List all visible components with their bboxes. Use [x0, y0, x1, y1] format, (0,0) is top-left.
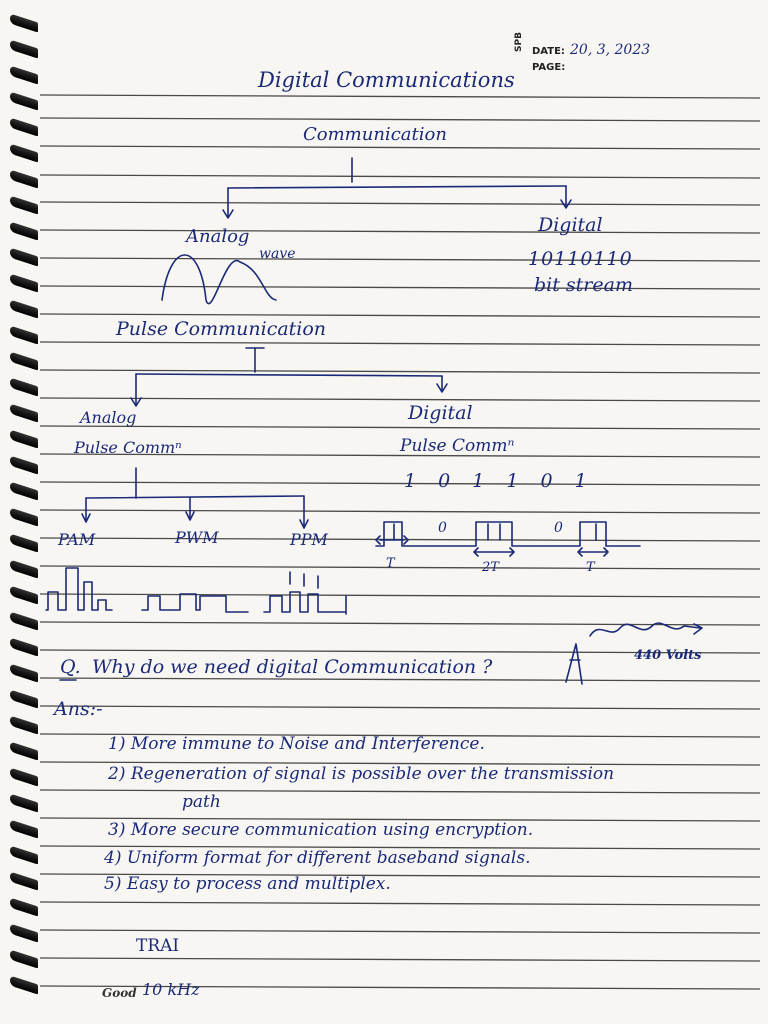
pam-label: PAM [58, 530, 96, 549]
pam-waveform [46, 568, 112, 610]
analog-wave-label: wave [259, 246, 296, 262]
ppm-label: PPM [290, 530, 328, 549]
date-value: 20, 3, 2023 [570, 42, 651, 58]
voltage-note: 440 Volts [634, 648, 702, 663]
page-title: Digital Communications [258, 68, 515, 92]
brand-logo: SPB [514, 32, 524, 52]
answer-point-1: 1) More immune to Noise and Interference. [108, 734, 485, 754]
answer-point-3: 3) More secure communication using encryption. [108, 820, 534, 840]
analog-pulse-label-1: Analog [80, 408, 137, 427]
ppm-waveform [264, 572, 346, 614]
digital-pulse-label-1: Digital [408, 402, 473, 424]
pwm-waveform [142, 594, 248, 612]
bit-sequence: 1 0 1 1 0 1 [404, 470, 595, 492]
notebook-brand: Good [102, 986, 137, 1000]
answer-point-2: 2) Regeneration of signal is possible over the transmission [108, 764, 615, 784]
trai-note: TRAI [136, 936, 180, 956]
answer-point-2-cont: path [182, 792, 221, 812]
digital-pulse-label-2: Pulse Commⁿ [400, 436, 515, 456]
question-label: Q. [60, 656, 81, 678]
pulse-tree-connectors [82, 348, 447, 528]
analog-wave-drawing [162, 255, 276, 304]
answer-point-4: 4) Uniform format for different baseband signals. [104, 848, 531, 868]
communication-tree-connectors [223, 158, 571, 218]
period-label-t: T [586, 560, 595, 575]
digital-bit-stream: 10110110 [528, 248, 633, 270]
pwm-label: PWM [175, 528, 219, 547]
answer-label: Ans:- [54, 698, 103, 720]
date-label: DATE: [532, 46, 565, 57]
zero-mark: 0 [554, 520, 563, 536]
page-label: PAGE: [532, 62, 566, 73]
tree-node-digital: Digital [538, 214, 603, 236]
period-markers [376, 524, 608, 556]
tree-root-pulse-communication: Pulse Communication [116, 318, 327, 340]
zero-mark: 0 [438, 520, 447, 536]
answer-point-5: 5) Easy to process and multiplex. [104, 874, 391, 894]
question-text: Why do we need digital Communication ? [92, 656, 493, 678]
period-label-2t: 2T [482, 560, 499, 575]
voltage-spike-sketch [566, 623, 702, 684]
tree-node-analog: Analog [186, 226, 250, 247]
tree-root-communication: Communication [303, 124, 447, 145]
period-label-t: T [386, 556, 395, 571]
bit-stream-label: bit stream [534, 274, 633, 296]
frequency-note: 10 kHz [142, 980, 200, 999]
digital-pulse-waveform [376, 522, 640, 546]
analog-pulse-label-2: Pulse Commⁿ [74, 438, 182, 457]
